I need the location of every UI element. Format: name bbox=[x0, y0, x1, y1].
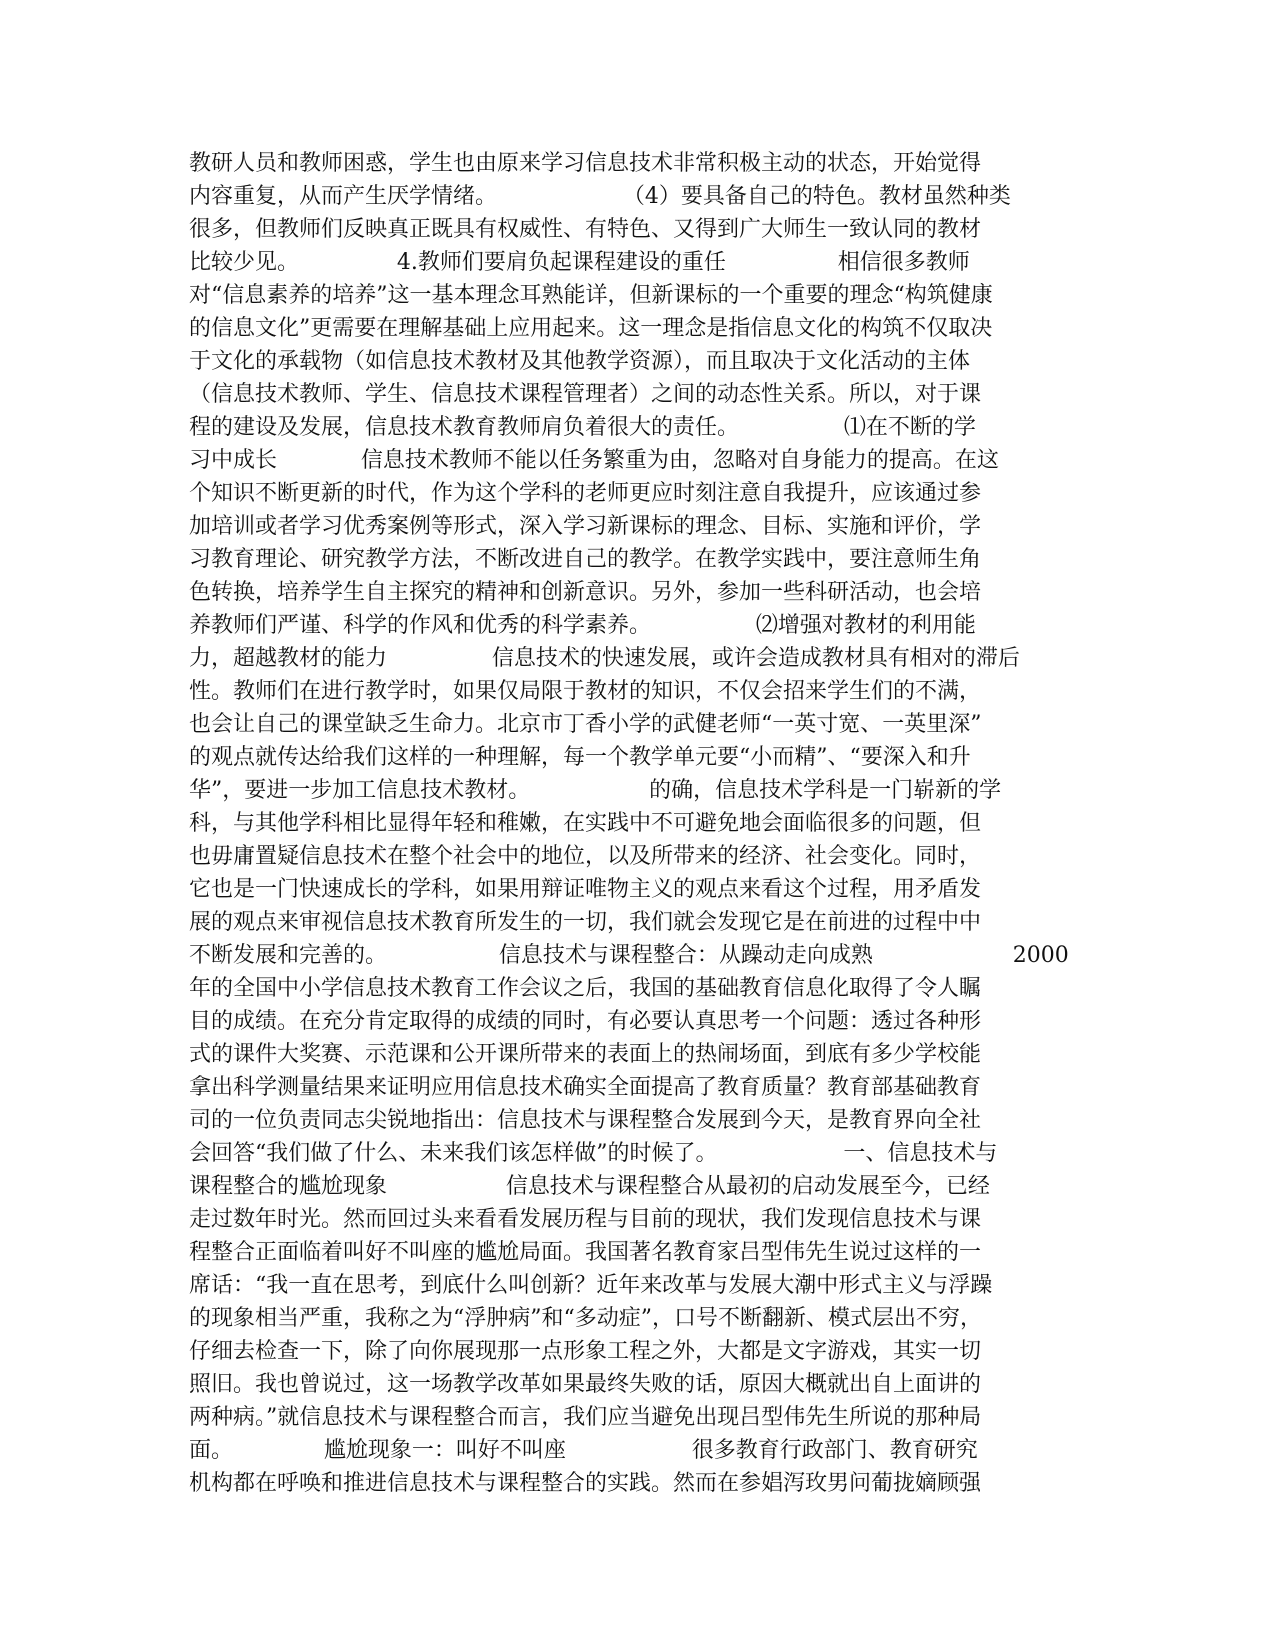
text-line: 目的成绩。在充分肯定取得的成绩的同时，有必要认真思考一个问题：透过各种形 bbox=[189, 1009, 982, 1034]
text-line: 也毋庸置疑信息技术在整个社会中的地位，以及所带来的经济、社会变化。同时， bbox=[189, 844, 982, 869]
text-line: 养教师们严谨、科学的作风和优秀的科学素养。 ⑵增强对教材的利用能 bbox=[189, 613, 976, 638]
text-line: 内容重复，从而产生厌学情绪。 （4）要具备自己的特色。教材虽然种类 bbox=[189, 184, 1011, 209]
text-line: 习教育理论、研究教学方法，不断改进自己的教学。在教学实践中，要注意师生角 bbox=[189, 547, 982, 572]
text-line: 于文化的承载物（如信息技术教材及其他教学资源），而且取决于文化活动的主体 bbox=[189, 349, 971, 374]
text-line: 力，超越教材的能力 信息技术的快速发展，或许会造成教材具有相对的滞后 bbox=[189, 646, 1020, 671]
text-line: （信息技术教师、学生、信息技术课程管理者）之间的动态性关系。所以，对于课 bbox=[189, 382, 982, 407]
text-line: 习中成长 信息技术教师不能以任务繁重为由，忽略对自身能力的提高。在这 bbox=[189, 448, 999, 473]
text-line: 科，与其他学科相比显得年轻和稚嫩，在实践中不可避免地会面临很多的问题，但 bbox=[189, 811, 982, 836]
text-line: 不断发展和完善的。 信息技术与课程整合：从躁动走向成熟 2000 bbox=[189, 943, 1069, 968]
text-line: 展的观点来审视信息技术教育所发生的一切，我们就会发现它是在前进的过程中中 bbox=[189, 910, 982, 935]
text-line: 加培训或者学习优秀案例等形式，深入学习新课标的理念、目标、实施和评价，学 bbox=[189, 514, 982, 539]
text-line: 席话：“我一直在思考，到底什么叫创新？近年来改革与发展大潮中形式主义与浮躁 bbox=[189, 1273, 993, 1298]
text-line: 的观点就传达给我们这样的一种理解，每一个教学单元要“小而精”、“要深入和升 bbox=[189, 745, 971, 770]
body-text bbox=[189, 147, 1089, 1500]
text-line: 年的全国中小学信息技术教育工作会议之后，我国的基础教育信息化取得了令人瞩 bbox=[189, 976, 982, 1001]
text-line: 照旧。我也曾说过，这一场教学改革如果最终失败的话，原因大概就出自上面讲的 bbox=[189, 1372, 982, 1397]
text-line: 教研人员和教师困惑，学生也由原来学习信息技术非常积极主动的状态，开始觉得 bbox=[189, 151, 982, 176]
text-line: 它也是一门快速成长的学科，如果用辩证唯物主义的观点来看这个过程，用矛盾发 bbox=[189, 877, 982, 902]
text-line: 色转换，培养学生自主探究的精神和创新意识。另外，参加一些科研活动，也会培 bbox=[189, 580, 982, 605]
text-line: 仔细去检查一下，除了向你展现那一点形象工程之外，大都是文字游戏，其实一切 bbox=[189, 1339, 982, 1364]
text-line: 对“信息素养的培养”这一基本理念耳熟能详，但新课标的一个重要的理念“构筑健康 bbox=[189, 283, 993, 308]
text-line: 课程整合的尴尬现象 信息技术与课程整合从最初的启动发展至今，已经 bbox=[189, 1174, 990, 1199]
text-line: 华”，要进一步加工信息技术教材。 的确，信息技术学科是一门崭新的学 bbox=[189, 778, 1002, 803]
text-line: 程的建设及发展，信息技术教育教师肩负着很大的责任。 ⑴在不断的学 bbox=[189, 415, 976, 440]
text-line: 个知识不断更新的时代，作为这个学科的老师更应时刻注意自我提升，应该通过参 bbox=[189, 481, 982, 506]
text-line: 比较少见。 4.教师们要肩负起课程建设的重任 相信很多教师 bbox=[189, 250, 970, 275]
text-line: 两种病。”就信息技术与课程整合而言，我们应当避免出现吕型伟先生所说的那种局 bbox=[189, 1405, 982, 1430]
text-line: 机构都在呼唤和推进信息技术与课程整合的实践。然而在参娼泻玫男问葡拢嫡顾强 bbox=[189, 1471, 982, 1496]
text-line: 式的课件大奖赛、示范课和公开课所带来的表面上的热闹场面，到底有多少学校能 bbox=[189, 1042, 982, 1067]
text-line: 司的一位负责同志尖锐地指出：信息技术与课程整合发展到今天，是教育界向全社 bbox=[189, 1108, 982, 1133]
text-line: 会回答“我们做了什么、未来我们该怎样做”的时候了。 一、信息技术与 bbox=[189, 1141, 998, 1166]
text-line: 性。教师们在进行教学时，如果仅局限于教材的知识，不仅会招来学生们的不满， bbox=[189, 679, 982, 704]
text-line: 的信息文化”更需要在理解基础上应用起来。这一理念是指信息文化的构筑不仅取决 bbox=[189, 316, 993, 341]
text-line: 的现象相当严重，我称之为“浮肿病”和“多动症”，口号不断翻新、模式层出不穷， bbox=[189, 1306, 982, 1331]
text-line: 面。 尴尬现象一：叫好不叫座 很多教育行政部门、教育研究 bbox=[189, 1438, 978, 1463]
text-line: 很多，但教师们反映真正既具有权威性、有特色、又得到广大师生一致认同的教材 bbox=[189, 217, 982, 242]
text-line: 走过数年时光。然而回过头来看看发展历程与目前的现状，我们发现信息技术与课 bbox=[189, 1207, 982, 1232]
text-line: 程整合正面临着叫好不叫座的尴尬局面。我国著名教育家吕型伟先生说过这样的一 bbox=[189, 1240, 982, 1265]
text-line: 拿出科学测量结果来证明应用信息技术确实全面提高了教育质量？教育部基础教育 bbox=[189, 1075, 982, 1100]
text-line: 也会让自己的课堂缺乏生命力。北京市丁香小学的武健老师“一英寸宽、一英里深” bbox=[189, 712, 982, 737]
